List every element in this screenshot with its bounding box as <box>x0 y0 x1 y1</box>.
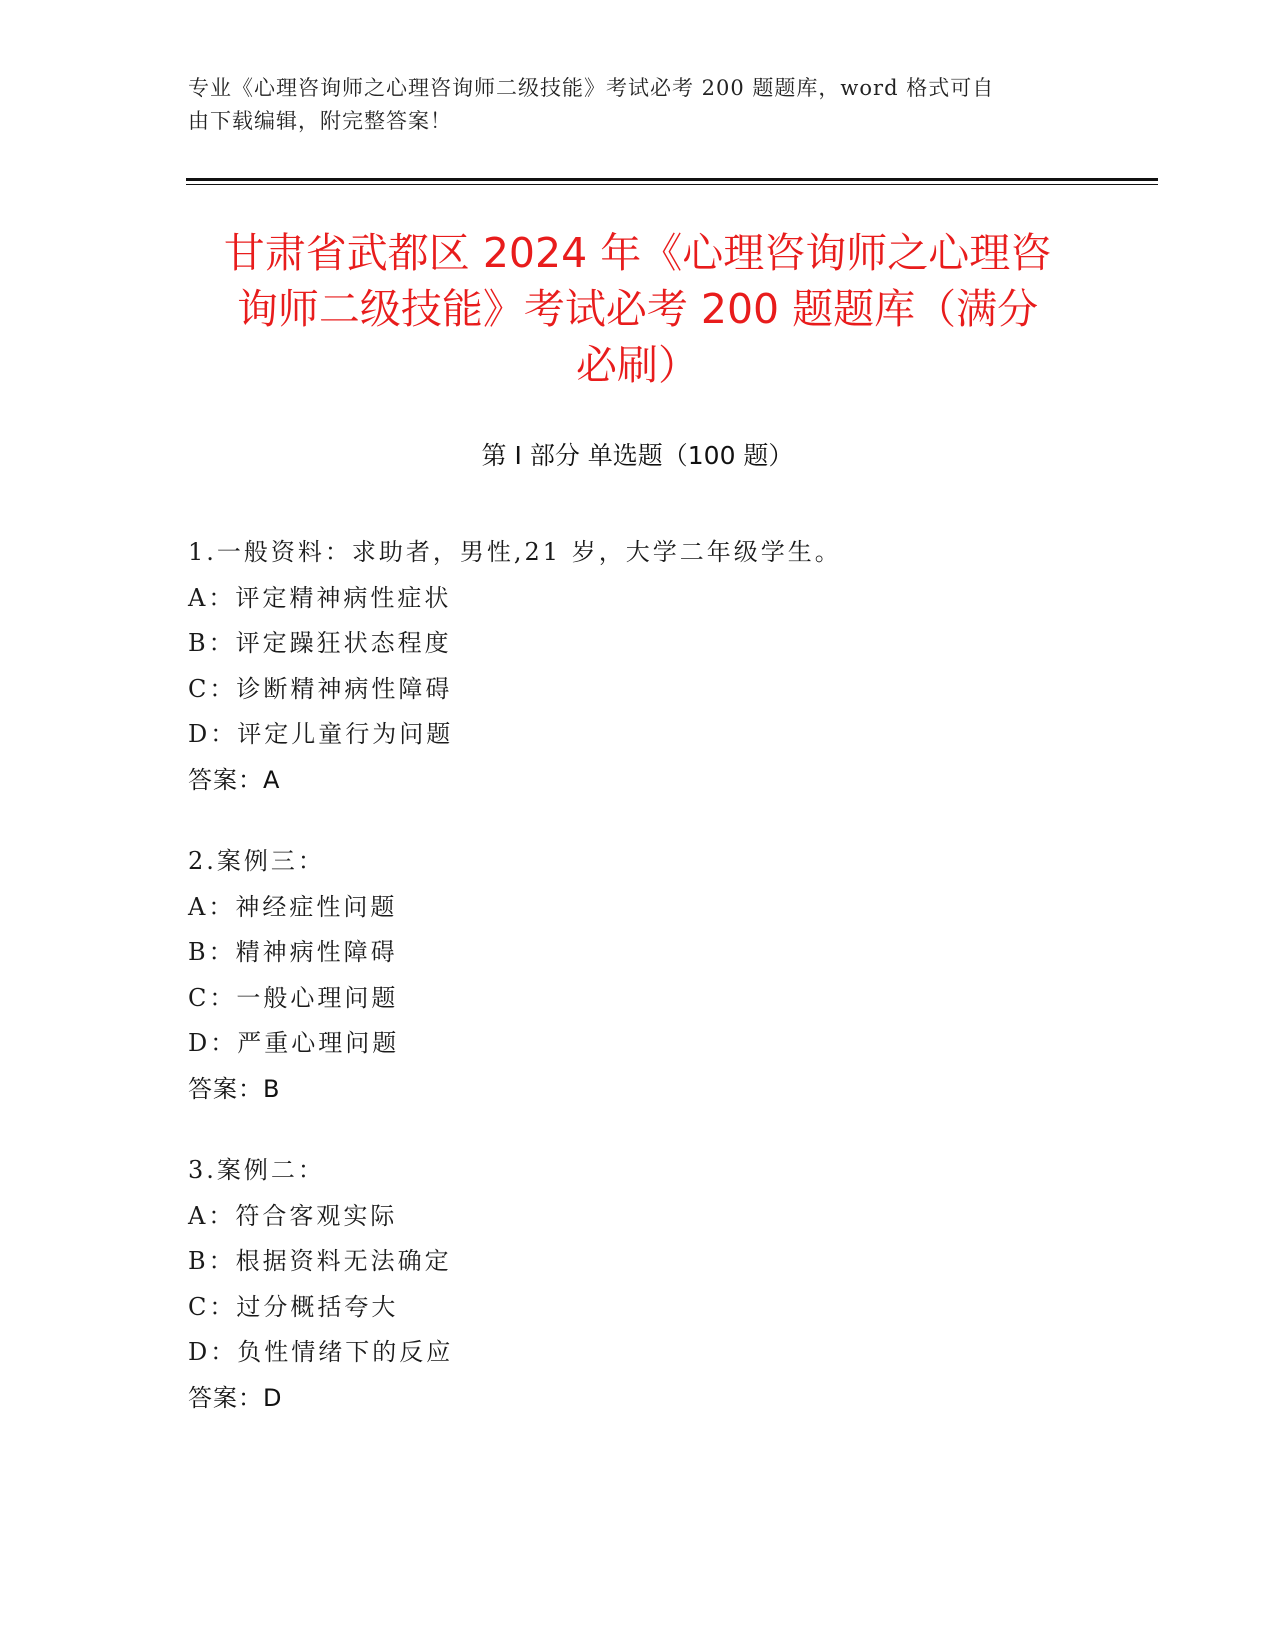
answer-line: 答案：B <box>188 1074 281 1103</box>
title-line-3: 必刷） <box>576 341 699 389</box>
question-stem: 1.一般资料：求助者，男性,21 岁，大学二年级学生。 <box>188 538 842 566</box>
intro-line-2: 由下载编辑，附完整答案！ <box>188 109 452 133</box>
option-d: D：严重心理问题 <box>188 1029 400 1057</box>
option-a: A：评定精神病性症状 <box>188 583 452 612</box>
option-c: C：一般心理问题 <box>188 983 399 1012</box>
option-d: D：评定儿童行为问题 <box>188 720 454 748</box>
option-b: B：评定躁狂状态程度 <box>188 629 452 657</box>
option-b: B：精神病性障碍 <box>188 938 398 966</box>
question-stem: 2.案例三： <box>188 847 325 875</box>
question-list <box>188 530 1138 1457</box>
option-c: C：过分概括夸大 <box>188 1292 399 1321</box>
answer-line: 答案：D <box>188 1383 283 1412</box>
question-item-2 <box>188 839 1138 1112</box>
option-c: C：诊断精神病性障碍 <box>188 674 453 703</box>
title-line-1: 甘肃省武都区 2024 年《心理咨询师之心理咨 <box>223 229 1052 277</box>
section-heading: 第 I 部分 单选题（100 题） <box>481 441 794 470</box>
question-item-1 <box>188 530 1138 803</box>
question-item-3 <box>188 1148 1138 1421</box>
title-line-2: 询师二级技能》考试必考 200 题题库（满分 <box>236 285 1039 333</box>
option-a: A：神经症性问题 <box>188 892 398 921</box>
option-a: A：符合客观实际 <box>188 1201 398 1230</box>
document-intro <box>188 72 1068 138</box>
header-divider-thin <box>186 184 1158 185</box>
question-stem: 3.案例二： <box>188 1156 325 1184</box>
document-title <box>170 225 1105 393</box>
answer-line: 答案：A <box>188 765 281 794</box>
header-divider-thick <box>186 178 1158 181</box>
intro-line-1: 专业《心理咨询师之心理咨询师二级技能》考试必考 200 题题库，word 格式可自 <box>188 76 995 100</box>
option-b: B：根据资料无法确定 <box>188 1247 452 1275</box>
option-d: D：负性情绪下的反应 <box>188 1338 454 1366</box>
